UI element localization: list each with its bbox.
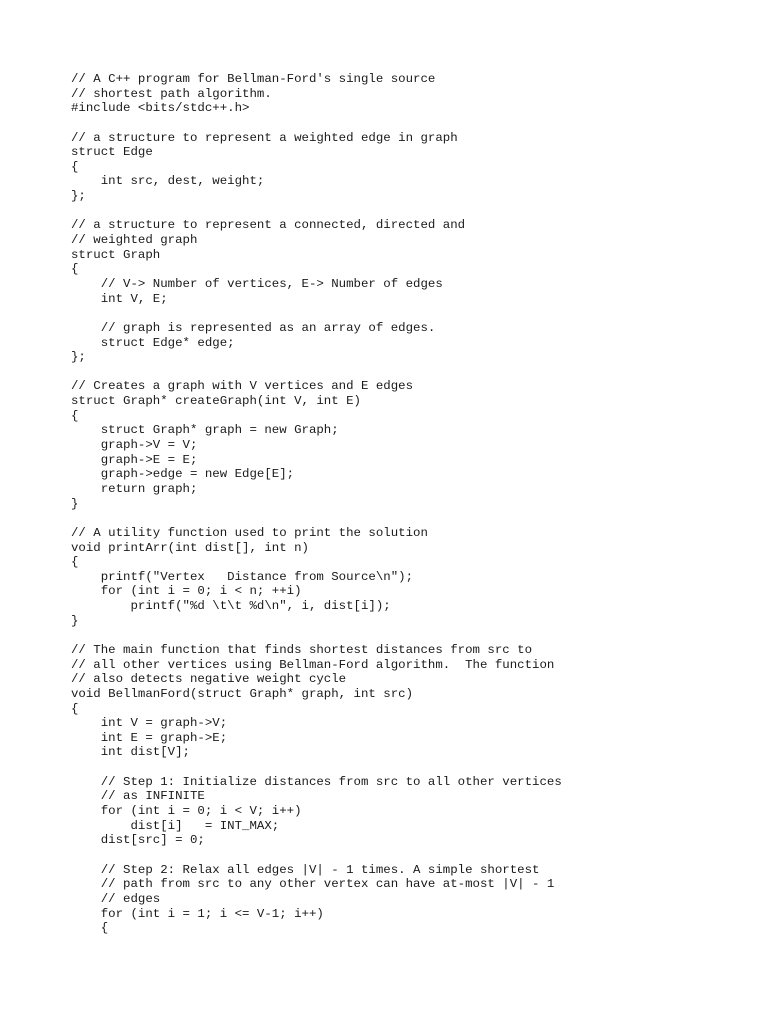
code-line: // Step 1: Initialize distances from src to all other vertices [71, 774, 562, 789]
code-line [71, 116, 562, 131]
code-line: // as INFINITE [71, 789, 205, 804]
code-line: return graph; [71, 481, 198, 496]
code-line: { [71, 159, 79, 174]
code-line: // V-> Number of vertices, E-> Number of edges [71, 276, 443, 291]
code-line: // path from src to any other vertex can have at-most |V| - 1 [71, 877, 555, 892]
code-line: struct Graph* createGraph(int V, int E) [71, 394, 361, 409]
code-line: for (int i = 1; i <= V-1; i++) [71, 906, 324, 921]
code-line: // Step 2: Relax all edges |V| - 1 times. A simple shortest [71, 862, 540, 877]
code-line: for (int i = 0; i < n; ++i) [71, 584, 302, 599]
code-line: graph->V = V; [71, 438, 198, 453]
code-line: // shortest path algorithm. [71, 86, 272, 101]
code-line: struct Graph* graph = new Graph; [71, 423, 339, 438]
code-line [71, 365, 562, 380]
code-line: dist[src] = 0; [71, 833, 205, 848]
code-line: struct Graph [71, 247, 161, 262]
code-line: for (int i = 0; i < V; i++) [71, 804, 302, 819]
code-line: // all other vertices using Bellman-Ford algorithm. The function [71, 657, 555, 672]
code-line: // A utility function used to print the solution [71, 525, 428, 540]
code-line: // graph is represented as an array of edges. [71, 320, 436, 335]
code-line: { [71, 701, 79, 716]
code-line: // a structure to represent a weighted edge in graph [71, 130, 458, 145]
code-line [71, 204, 562, 219]
code-line: printf("Vertex Distance from Source\n"); [71, 569, 414, 584]
code-line [71, 760, 562, 775]
code-line: // The main function that finds shortest distances from src to [71, 642, 533, 657]
code-line: { [71, 262, 79, 277]
code-line: // also detects negative weight cycle [71, 672, 347, 687]
code-line: printf("%d \t\t %d\n", i, dist[i]); [71, 599, 391, 614]
code-line: void BellmanFord(struct Graph* graph, int src) [71, 686, 414, 701]
code-line: int V = graph->V; [71, 716, 228, 731]
code-line: struct Edge* edge; [71, 335, 235, 350]
code-line [71, 848, 562, 863]
code-line: // A C++ program for Bellman-Ford's single source [71, 72, 436, 86]
code-line: { [71, 555, 79, 570]
code-line: // a structure to represent a connected, directed and [71, 218, 466, 233]
code-line: struct Edge [71, 145, 153, 160]
code-line: void printArr(int dist[], int n) [71, 540, 309, 555]
code-line: int dist[V]; [71, 745, 190, 760]
code-line: }; [71, 350, 86, 365]
code-listing [71, 72, 562, 936]
code-line [71, 511, 562, 526]
code-line: // weighted graph [71, 233, 198, 248]
code-line: #include <bits/stdc++.h> [71, 101, 250, 116]
code-line: int V, E; [71, 291, 168, 306]
code-line: } [71, 496, 79, 511]
code-line [71, 628, 562, 643]
code-line: { [71, 408, 79, 423]
code-line: graph->edge = new Edge[E]; [71, 467, 295, 482]
code-line: // edges [71, 891, 161, 906]
code-line [71, 306, 562, 321]
code-line: dist[i] = INT_MAX; [71, 818, 280, 833]
code-line: graph->E = E; [71, 452, 198, 467]
code-line: { [71, 921, 109, 936]
code-line: int E = graph->E; [71, 730, 228, 745]
code-line: // Creates a graph with V vertices and E edges [71, 379, 414, 394]
code-line: int src, dest, weight; [71, 174, 265, 189]
code-line: } [71, 613, 79, 628]
code-line: }; [71, 189, 86, 204]
